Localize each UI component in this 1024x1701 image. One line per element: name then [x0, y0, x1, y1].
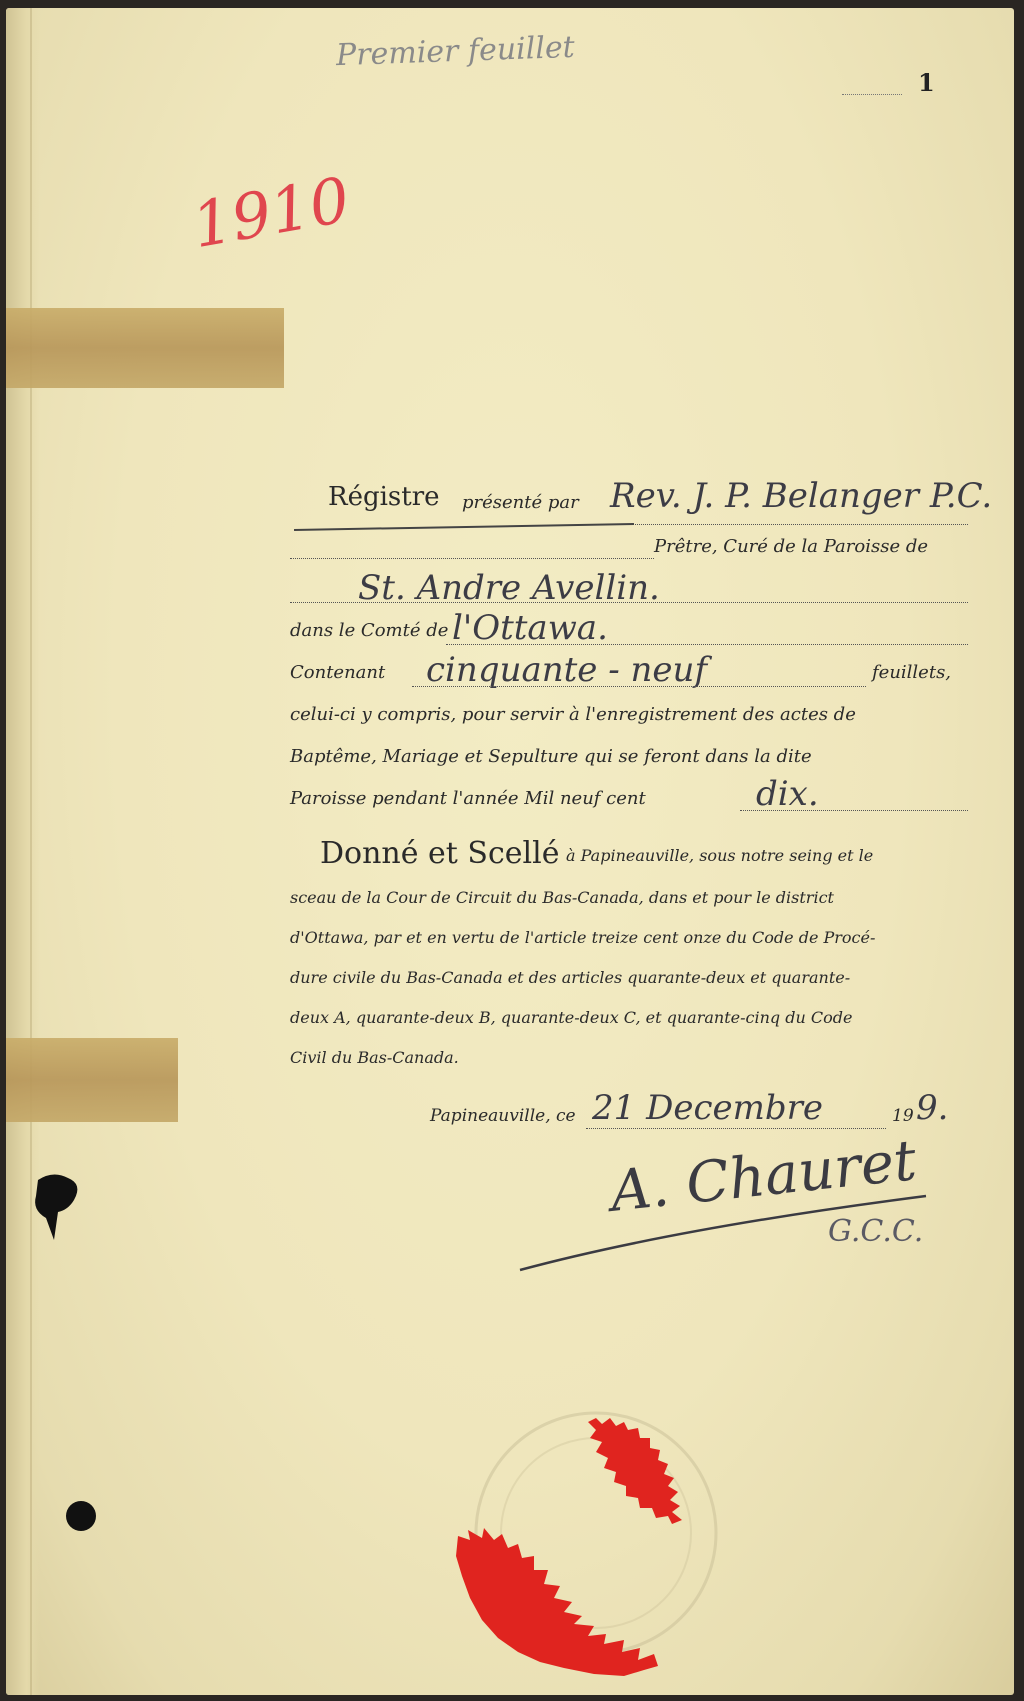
year-prefix: 19 — [892, 1106, 914, 1126]
date-line — [586, 1128, 886, 1129]
parish-line — [290, 602, 968, 603]
cert-line-4: dure civile du Bas-Canada et des articles quarante-deux et quarante- — [290, 968, 851, 987]
body-line-2: Baptême, Mariage et Sepulture qui se feront dans la dite — [290, 746, 812, 767]
tape-strip-top — [6, 308, 284, 388]
cert-line-6: Civil du Bas-Canada. — [290, 1048, 459, 1067]
cert-line-1: à Papineauville, sous notre seing et le — [566, 846, 874, 865]
comte-label: dans le Comté de — [290, 620, 449, 641]
document-page — [6, 8, 1014, 1695]
tape-strip-bottom — [6, 1038, 178, 1122]
county-name: l'Ottawa. — [452, 608, 608, 648]
cert-line-5: deux A, quarante-deux B, quarante-deux C, et quarante-cinq du Code — [290, 1008, 853, 1027]
year-suffix-written: 9. — [916, 1088, 949, 1128]
presenter-name: Rev. J. P. Belanger P.C. — [610, 476, 993, 516]
page-number: 1 — [918, 68, 935, 97]
presente-par-label: présenté par — [462, 492, 579, 513]
year-line — [740, 810, 968, 811]
dateline-place: Papineauville, ce — [430, 1106, 576, 1126]
torn-binding-hole — [28, 1170, 88, 1250]
leaf-count: cinquante - neuf — [426, 650, 708, 690]
presenter-line — [606, 524, 968, 525]
page-number-leader — [842, 94, 902, 95]
parish-name: St. Andre Avellin. — [358, 568, 660, 608]
count-line — [412, 686, 866, 687]
pencil-note: Premier feuillet — [335, 29, 576, 74]
pretre-leader — [290, 558, 654, 559]
signature: A. Chauret — [607, 1128, 920, 1225]
county-line — [446, 644, 968, 645]
contenant-label: Contenant — [290, 662, 386, 683]
red-wafer-seal-top — [582, 1412, 732, 1532]
page-spine — [6, 8, 40, 1695]
body-line-3: Paroisse pendant l'année Mil neuf cent — [290, 788, 646, 809]
body-line-1: celui-ci y compris, pour servir à l'enregistrement des actes de — [290, 704, 856, 725]
cert-line-3: d'Ottawa, par et en vertu de l'article treize cent onze du Code de Procé- — [290, 928, 876, 947]
underline-stroke — [294, 523, 634, 531]
date-written: 21 Decembre — [592, 1088, 823, 1128]
cert-line-2: sceau de la Cour de Circuit du Bas-Canada, dans et pour le district — [290, 888, 834, 907]
registre-heading: Régistre — [328, 482, 440, 512]
year-written: dix. — [756, 774, 819, 814]
year-red-mark: 1910 — [186, 162, 355, 263]
signature-title: G.C.C. — [828, 1214, 924, 1249]
pretre-label: Prêtre, Curé de la Paroisse de — [654, 536, 929, 557]
page-crease — [30, 8, 32, 1695]
feuillets-label: feuillets, — [872, 662, 952, 683]
red-wafer-seal-bottom — [454, 1528, 684, 1678]
donne-scelle-heading: Donné et Scellé — [320, 836, 560, 871]
binding-hole — [66, 1501, 96, 1531]
